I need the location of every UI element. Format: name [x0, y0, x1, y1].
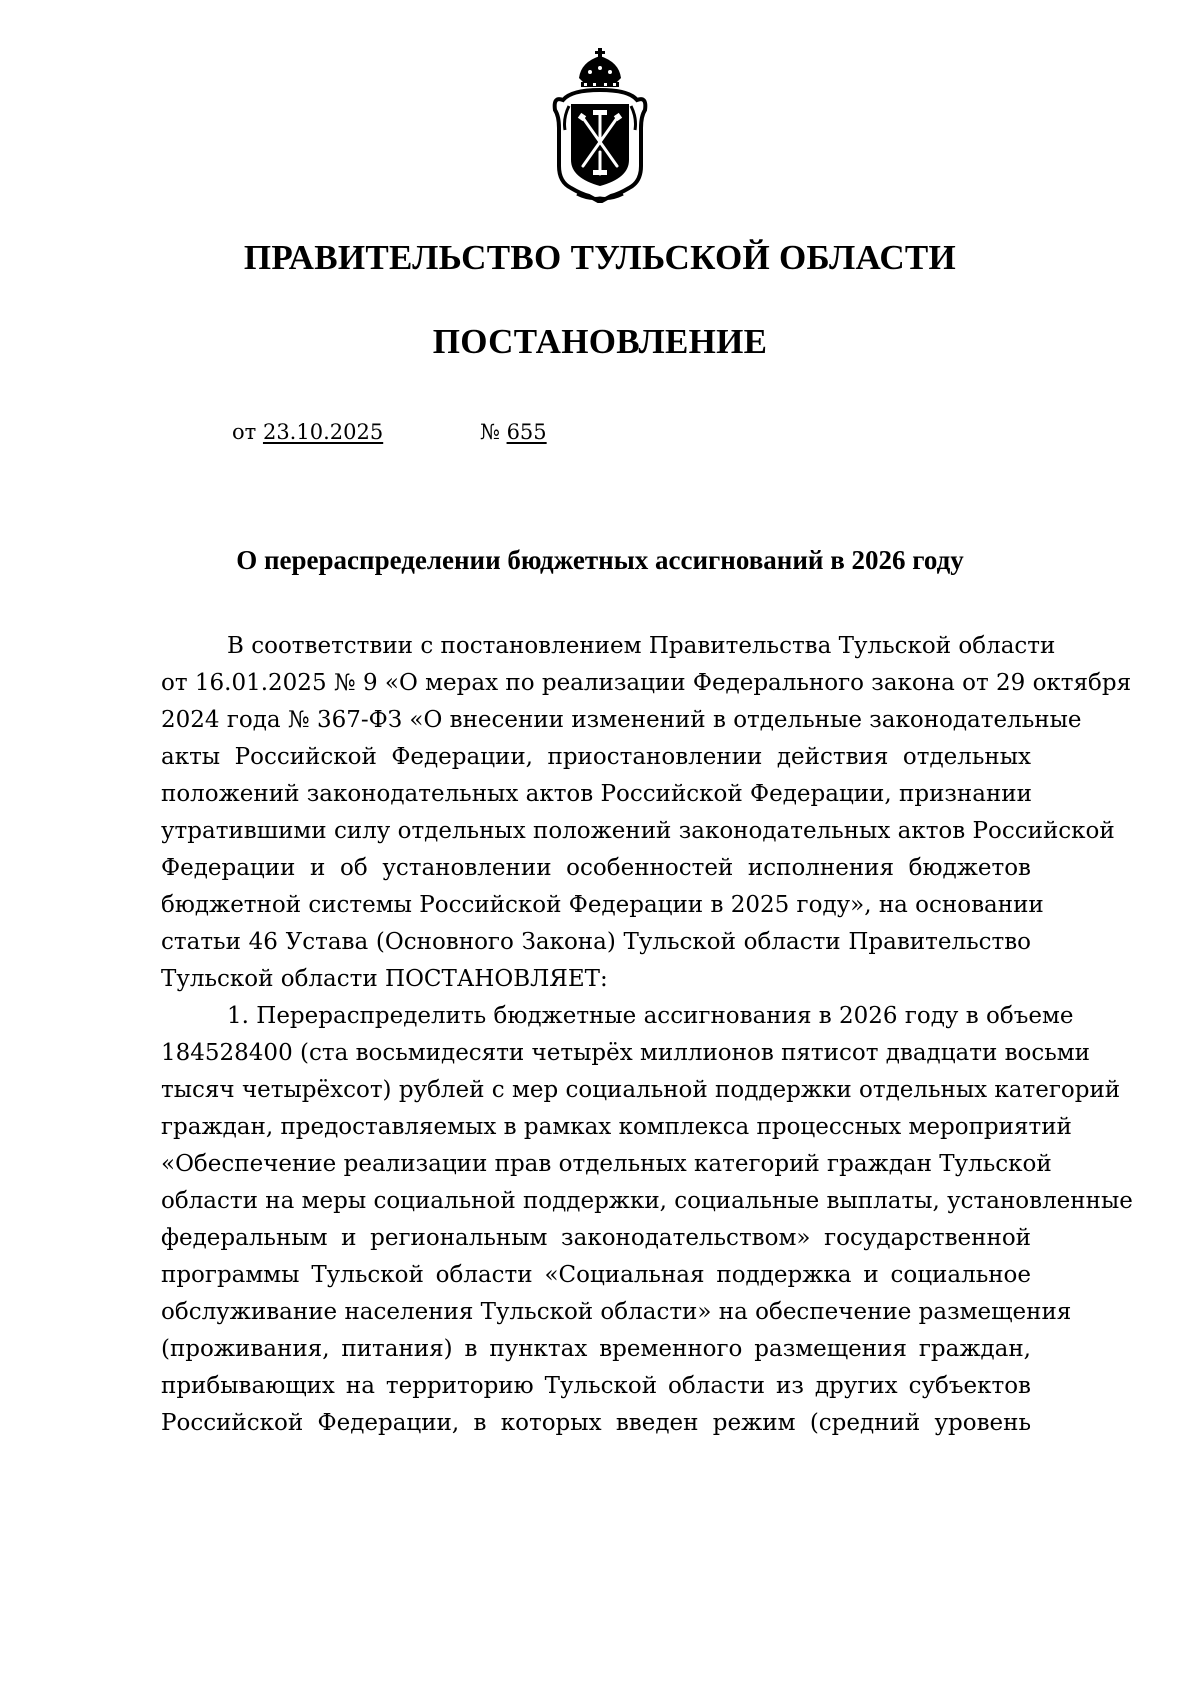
date-prefix: от — [232, 420, 257, 444]
number-prefix: № — [480, 420, 500, 444]
body-line: 184528400 (ста восьмидесяти четырёх миллионов пятисот двадцати восьми — [161, 1040, 1091, 1066]
body-line: федеральным и региональным законодательством» государственной — [161, 1225, 1031, 1251]
body-line: бюджетной системы Российской Федерации в 2025 году», на основании — [161, 892, 1044, 918]
body-line: (проживания, питания) в пунктах временного размещения граждан, — [161, 1336, 1031, 1362]
body-line: «Обеспечение реализации прав отдельных категорий граждан Тульской — [161, 1151, 1052, 1177]
organization-heading: ПРАВИТЕЛЬСТВО ТУЛЬСКОЙ ОБЛАСТИ — [243, 238, 957, 277]
body-line: программы Тульской области «Социальная поддержка и социальное — [161, 1262, 1031, 1288]
document-date: 23.10.2025 — [262, 420, 384, 444]
body-line: статьи 46 Устава (Основного Закона) Тульской области Правительство — [161, 929, 1031, 955]
body-line: области на меры социальной поддержки, социальные выплаты, установленные — [161, 1188, 1133, 1214]
body-line: от 16.01.2025 № 9 «О мерах по реализации Федерального закона от 29 октября — [161, 670, 1132, 696]
body-line: Российской Федерации, в которых введен режим (средний уровень — [161, 1410, 1031, 1436]
body-line: тысяч четырёхсот) рублей с мер социальной поддержки отдельных категорий — [161, 1077, 1121, 1103]
body-line: акты Российской Федерации, приостановлении действия отдельных — [161, 744, 1031, 770]
body-line: граждан, предоставляемых в рамках комплекса процессных мероприятий — [161, 1114, 1072, 1140]
body-line: прибывающих на территорию Тульской области из других субъектов — [161, 1373, 1031, 1399]
body-line: 2024 года № 367-ФЗ «О внесении изменений в отдельные законодательные — [161, 707, 1082, 733]
body-line: положений законодательных актов Российской Федерации, признании — [161, 781, 1032, 807]
document-title: О перераспределении бюджетных ассигнований в 2026 году — [236, 545, 964, 575]
document-number: 655 — [506, 420, 547, 444]
body-line: утратившими силу отдельных положений законодательных актов Российской — [161, 818, 1115, 844]
body-line: 1. Перераспределить бюджетные ассигнования в 2026 году в объеме — [227, 1003, 1074, 1029]
body-line: обслуживание населения Тульской области» на обеспечение размещения — [161, 1299, 1072, 1325]
body-line: В соответствии с постановлением Правительства Тульской области — [227, 633, 1056, 659]
document-dateline — [232, 420, 547, 444]
body-line: Федерации и об установлении особенностей исполнения бюджетов — [161, 855, 1031, 881]
coat-of-arms-icon — [549, 48, 651, 203]
document-body — [161, 628, 1133, 1442]
body-line: Тульской области ПОСТАНОВЛЯЕТ: — [161, 966, 608, 992]
document-type-heading: ПОСТАНОВЛЕНИЕ — [432, 322, 768, 361]
